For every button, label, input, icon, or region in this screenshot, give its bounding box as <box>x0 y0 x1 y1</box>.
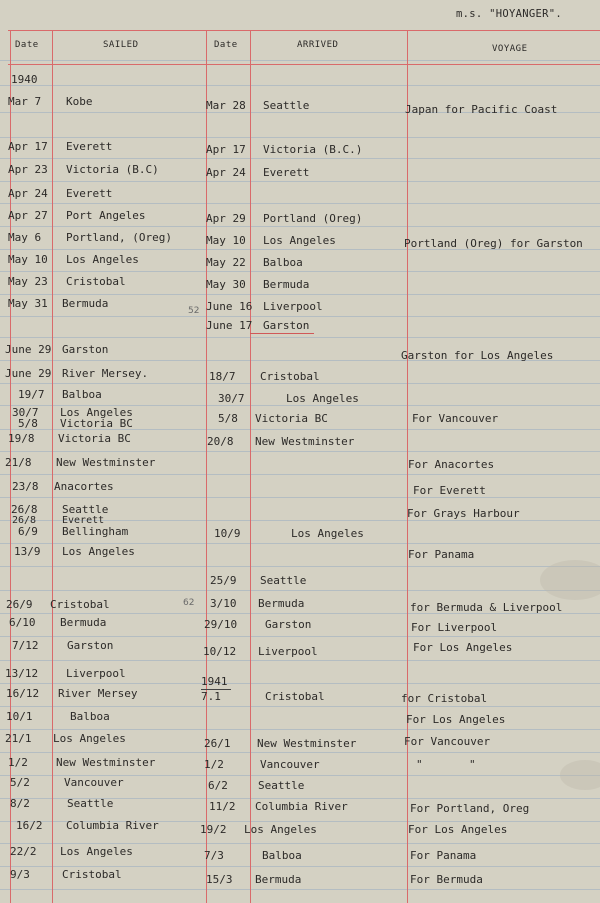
arrived-port: Liverpool <box>263 300 323 313</box>
sailed-port: Garston <box>62 343 109 356</box>
voyage-note: for Cristobal <box>401 692 488 705</box>
arrived-date: Apr 17 <box>206 143 246 156</box>
header-date-sailed: Date <box>15 40 39 50</box>
sailed-port: Los Angeles <box>53 732 126 745</box>
header-arrived: ARRIVED <box>297 40 339 50</box>
ruled-line <box>0 60 600 61</box>
sailed-port: Kobe <box>66 95 93 108</box>
ruled-line <box>0 706 600 707</box>
sailed-port: Los Angeles <box>60 406 133 419</box>
sailed-date: May 10 <box>8 253 48 266</box>
voyage-note: Portland (Oreg) for Garston <box>404 237 583 250</box>
arrived-port: Bermuda <box>255 873 302 886</box>
arrived-date: Apr 29 <box>206 212 246 225</box>
ruled-line <box>0 543 600 544</box>
sailed-date: May 6 <box>8 231 42 244</box>
arrived-port: New Westminster <box>255 435 355 448</box>
arrived-port: Bermuda <box>263 278 310 291</box>
voyage-note: For Los Angeles <box>408 823 508 836</box>
ruled-line <box>0 843 600 844</box>
sailed-date: 30/7 <box>12 406 39 419</box>
sailed-port: Columbia River <box>66 819 159 832</box>
sailed-date: 5/8 <box>18 417 38 430</box>
sailed-date: 13/12 <box>5 667 39 680</box>
sailed-date: May 23 <box>8 275 48 288</box>
voyage-note: For Los Angeles <box>413 641 513 654</box>
ruled-line <box>0 203 600 204</box>
sailed-port: Los Angeles <box>62 545 135 558</box>
sailed-date: 16/2 <box>16 819 43 832</box>
sailed-port: Anacortes <box>54 480 114 493</box>
sailed-port: Cristobal <box>50 598 110 611</box>
ruled-line <box>0 636 600 637</box>
sailed-date: May 31 <box>8 297 48 310</box>
arrived-date: 11/2 <box>209 800 236 813</box>
sailed-port: Everett <box>66 140 113 153</box>
column-rule <box>206 30 207 903</box>
arrived-date: 26/1 <box>204 737 231 750</box>
sailed-port: Everett <box>62 515 105 526</box>
arrived-date: 18/7 <box>209 370 236 383</box>
ditto-marks: " " <box>416 758 476 771</box>
sailed-date: 13/9 <box>14 545 41 558</box>
voyage-note: For Vancouver <box>404 735 491 748</box>
sailed-date: 21/8 <box>5 456 32 469</box>
sailed-port: Victoria BC <box>60 417 133 430</box>
sailed-port: Portland, (Oreg) <box>66 231 172 244</box>
sailed-port: Victoria BC <box>58 432 131 445</box>
sailed-port: River Mersey. <box>62 367 149 380</box>
sailed-port: New Westminster <box>56 756 156 769</box>
ruled-line <box>0 316 600 317</box>
sailed-date: 19/8 <box>8 432 35 445</box>
arrived-date: 15/3 <box>206 873 233 886</box>
sailed-port: Balboa <box>62 388 102 401</box>
sailed-date: Apr 24 <box>8 187 48 200</box>
arrived-port: Vancouver <box>260 758 320 771</box>
voyage-note: For Portland, Oreg <box>410 802 530 815</box>
arrived-port: Cristobal <box>260 370 320 383</box>
sailed-port: Los Angeles <box>66 253 139 266</box>
paper-stain <box>540 560 600 600</box>
ruled-line <box>0 337 600 338</box>
arrived-port: Seattle <box>263 99 310 112</box>
voyage-note: For Bermuda <box>410 873 483 886</box>
arrived-port: Seattle <box>260 574 307 587</box>
sailed-port: Cristobal <box>62 868 122 881</box>
arrived-port: Everett <box>263 166 310 179</box>
sailed-date: 19/7 <box>18 388 45 401</box>
sailed-date: 23/8 <box>12 480 39 493</box>
sailed-date: 6/9 <box>18 525 38 538</box>
ruled-line <box>0 590 600 591</box>
sailed-date: 8/2 <box>10 797 30 810</box>
year-label: 1941 <box>201 675 228 688</box>
ruled-line <box>0 294 600 295</box>
voyage-note: Japan for Pacific Coast <box>405 103 558 116</box>
arrived-date: 3/10 <box>210 597 237 610</box>
arrived-port: Columbia River <box>255 800 348 813</box>
voyage-note: For Vancouver <box>412 412 499 425</box>
header-sailed: SAILED <box>103 40 139 50</box>
sailed-date: 26/9 <box>6 598 33 611</box>
arrived-date: 29/10 <box>204 618 238 631</box>
ruled-line <box>0 497 600 498</box>
margin-mark: 62 <box>183 598 195 608</box>
arrived-port: Liverpool <box>258 645 318 658</box>
arrived-date: Mar 28 <box>206 99 246 112</box>
arrived-port: Balboa <box>263 256 303 269</box>
arrived-date: June 16 <box>206 300 253 313</box>
sailed-port: Port Angeles <box>66 209 146 222</box>
arrived-port: Balboa <box>262 849 302 862</box>
sailed-port: Balboa <box>70 710 110 723</box>
arrived-port: Los Angeles <box>244 823 317 836</box>
voyage-note: For Los Angeles <box>406 713 506 726</box>
ruled-line <box>0 474 600 475</box>
sailed-date: 26/8 <box>12 515 37 526</box>
sailed-port: Seattle <box>67 797 114 810</box>
sailed-port: Bermuda <box>62 297 109 310</box>
arrived-date: 7.1 <box>201 690 221 703</box>
ruled-line <box>0 226 600 227</box>
garston-underline <box>250 333 314 334</box>
ruled-line <box>0 660 600 661</box>
header-voyage: VOYAGE <box>492 44 528 54</box>
sailed-port: Everett <box>66 187 113 200</box>
ship-name: m.s. "HOYANGER". <box>456 8 562 20</box>
sailed-date: 26/8 <box>11 503 38 516</box>
arrived-date: 25/9 <box>210 574 237 587</box>
voyage-note: For Grays Harbour <box>407 507 520 520</box>
arrived-date: 5/8 <box>218 412 238 425</box>
arrived-port: New Westminster <box>257 737 357 750</box>
voyage-note: Garston for Los Angeles <box>401 349 554 362</box>
arrived-port: Cristobal <box>265 690 325 703</box>
sailed-date: 1/2 <box>8 756 28 769</box>
arrived-date: May 22 <box>206 256 246 269</box>
arrived-port: Los Angeles <box>291 527 364 540</box>
sailed-port: Bermuda <box>60 616 107 629</box>
voyage-note: For Everett <box>413 484 486 497</box>
ruled-line <box>0 566 600 567</box>
ruled-line <box>0 683 600 684</box>
sailed-port: Bellingham <box>62 525 129 538</box>
sailed-date: 10/1 <box>6 710 33 723</box>
arrived-date: June 17 <box>206 319 253 332</box>
sailed-port: River Mersey <box>58 687 138 700</box>
sailed-port: Cristobal <box>66 275 126 288</box>
sailed-date: June 29 <box>5 367 52 380</box>
sailed-date: 7/12 <box>12 639 39 652</box>
voyage-note: For Panama <box>410 849 477 862</box>
sailed-date: Apr 27 <box>8 209 48 222</box>
arrived-port: Seattle <box>258 779 305 792</box>
header-top-rule <box>8 30 600 31</box>
sailed-port: New Westminster <box>56 456 156 469</box>
sailed-date: Mar 7 <box>8 95 42 108</box>
arrived-date: 7/3 <box>204 849 224 862</box>
ruled-line <box>0 889 600 890</box>
column-rule <box>250 30 251 903</box>
year-label: 1940 <box>11 73 38 86</box>
column-rule <box>52 30 53 903</box>
arrived-port: Portland (Oreg) <box>263 212 363 225</box>
sailed-port: Liverpool <box>66 667 126 680</box>
ruled-line <box>0 181 600 182</box>
arrived-date: May 30 <box>206 278 246 291</box>
sailed-date: 6/10 <box>9 616 36 629</box>
arrived-port: Victoria (B.C.) <box>263 143 363 156</box>
sailed-date: 22/2 <box>10 845 37 858</box>
margin-mark: 52 <box>188 306 200 316</box>
arrived-date: May 10 <box>206 234 246 247</box>
sailed-date: 21/1 <box>5 732 32 745</box>
arrived-date: 30/7 <box>218 392 245 405</box>
arrived-date: 1/2 <box>204 758 224 771</box>
arrived-port: Bermuda <box>258 597 305 610</box>
sailed-date: 9/3 <box>10 868 30 881</box>
arrived-port: Garston <box>263 319 310 332</box>
arrived-date: Apr 24 <box>206 166 246 179</box>
voyage-note: for Bermuda & Liverpool <box>410 601 563 614</box>
ruled-line <box>0 158 600 159</box>
header-bottom-rule <box>8 64 600 65</box>
arrived-port: Los Angeles <box>286 392 359 405</box>
header-date-arrived: Date <box>214 40 238 50</box>
ruled-line <box>0 752 600 753</box>
arrived-date: 10/9 <box>214 527 241 540</box>
sailed-date: June 29 <box>5 343 52 356</box>
sailed-port: Garston <box>67 639 114 652</box>
arrived-date: 6/2 <box>208 779 228 792</box>
voyage-note: For Panama <box>408 548 475 561</box>
voyage-note: For Liverpool <box>411 621 498 634</box>
arrived-port: Garston <box>265 618 312 631</box>
arrived-date: 19/2 <box>200 823 227 836</box>
sailed-date: 16/12 <box>6 687 40 700</box>
ruled-line <box>0 137 600 138</box>
arrived-date: 10/12 <box>203 645 237 658</box>
sailed-date: Apr 23 <box>8 163 48 176</box>
paper-stain <box>560 760 600 790</box>
sailed-port: Seattle <box>62 503 109 516</box>
sailed-date: Apr 17 <box>8 140 48 153</box>
ruled-line <box>0 729 600 730</box>
ruled-line <box>0 271 600 272</box>
sailed-port: Victoria (B.C) <box>66 163 159 176</box>
ruled-line <box>0 866 600 867</box>
ruled-line <box>0 451 600 452</box>
sailed-port: Vancouver <box>64 776 124 789</box>
ruled-line <box>0 383 600 384</box>
voyage-note: For Anacortes <box>408 458 495 471</box>
ruled-line <box>0 85 600 86</box>
sailed-date: 5/2 <box>10 776 30 789</box>
arrived-port: Victoria BC <box>255 412 328 425</box>
sailed-port: Los Angeles <box>60 845 133 858</box>
arrived-date: 20/8 <box>207 435 234 448</box>
arrived-port: Los Angeles <box>263 234 336 247</box>
